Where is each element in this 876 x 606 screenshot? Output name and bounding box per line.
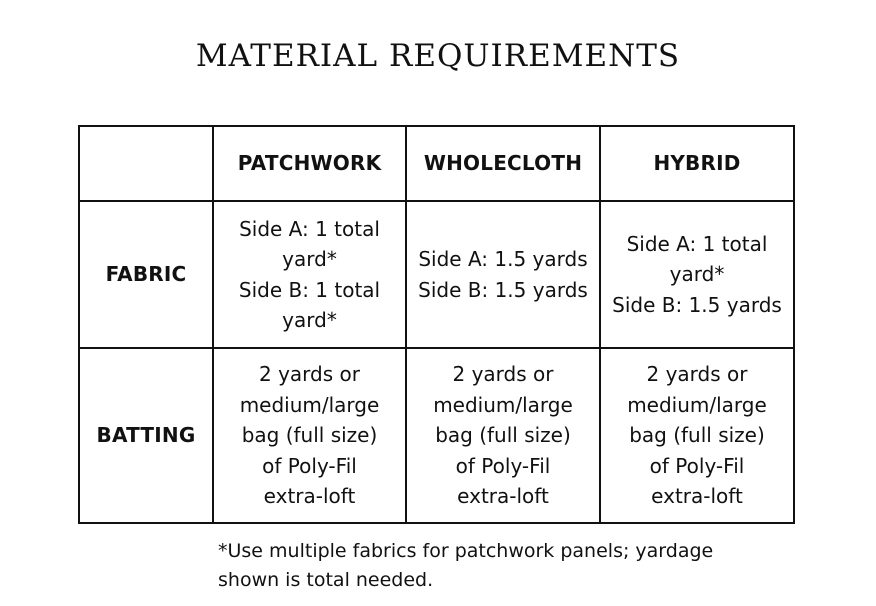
cell-fabric-hybrid: Side A: 1 total yard* Side B: 1.5 yards <box>600 201 794 348</box>
cell-batting-hybrid: 2 yards or medium/large bag (full size) of Poly-Fil extra-loft <box>600 348 794 523</box>
page-title: MATERIAL REQUIREMENTS <box>195 38 681 74</box>
column-header-patchwork: PATCHWORK <box>213 126 406 201</box>
cell-batting-patchwork: 2 yards or medium/large bag (full size) of Poly-Fil extra-loft <box>213 348 406 523</box>
row-header-batting: BATTING <box>79 348 213 523</box>
footnote <box>218 537 818 595</box>
footnote-line-2: shown is total needed. <box>218 569 434 591</box>
footnote-line-1: *Use multiple fabrics for patchwork panels; yardage <box>218 540 714 562</box>
material-requirements-table <box>78 125 795 524</box>
table-row-fabric <box>79 201 794 348</box>
column-header-wholecloth: WHOLECLOTH <box>406 126 600 201</box>
cell-batting-wholecloth: 2 yards or medium/large bag (full size) of Poly-Fil extra-loft <box>406 348 600 523</box>
row-header-fabric: FABRIC <box>79 201 213 348</box>
table-corner-cell <box>79 126 213 201</box>
table-row-batting <box>79 348 794 523</box>
column-header-hybrid: HYBRID <box>600 126 794 201</box>
table-header-row <box>79 126 794 201</box>
cell-fabric-wholecloth: Side A: 1.5 yards Side B: 1.5 yards <box>406 201 600 348</box>
cell-fabric-patchwork: Side A: 1 total yard* Side B: 1 total yard* <box>213 201 406 348</box>
